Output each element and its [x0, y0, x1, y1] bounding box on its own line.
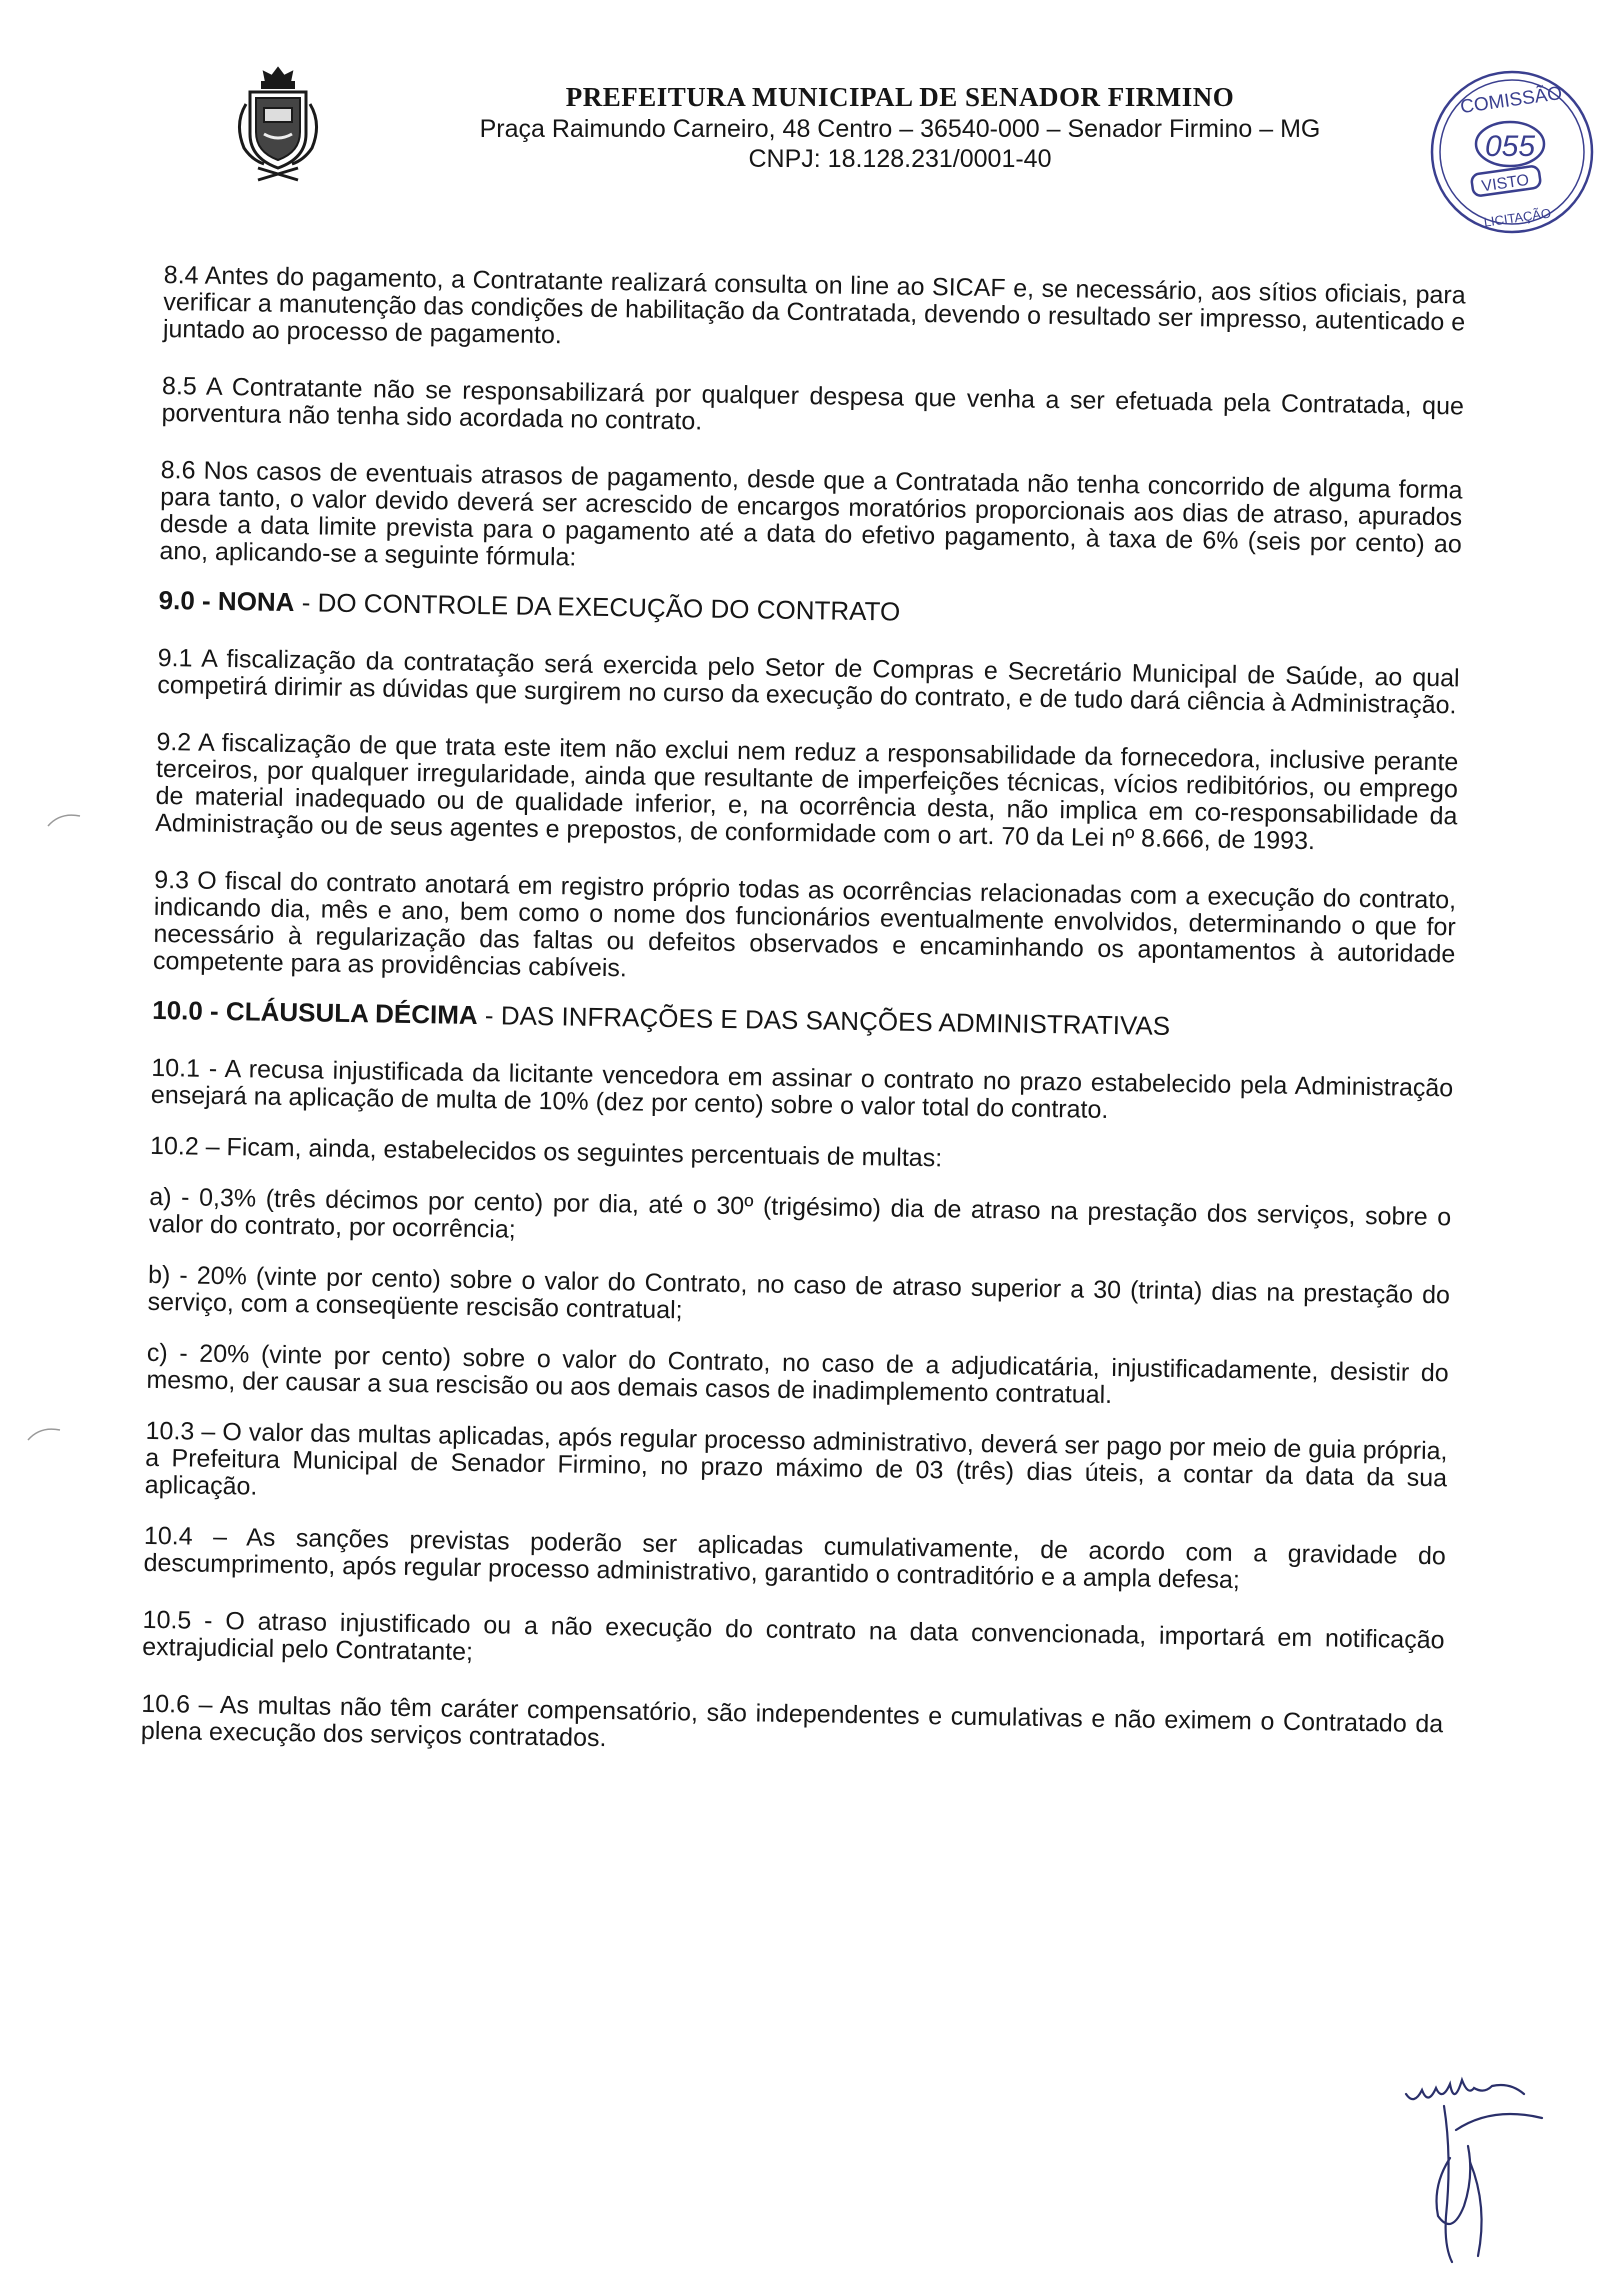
- clause-10-1: 10.1 - A recusa injustificada da licitante vencedora em assinar o contrato no prazo estabelecido pela Administração ensejará na aplicação de multa de 10% (dez por cento) sobre o valor total do contrato.: [150, 1053, 1454, 1124]
- clause-10-4: 10.4 – As sanções previstas poderão ser aplicadas cumulativamente, de acordo com a gravidade do descumprimento, após regular processo administrativo, garantido o contraditório e a ampla defesa;: [143, 1521, 1447, 1595]
- section-heading-10-number: 10.0 - CLÁUSULA DÉCIMA: [152, 994, 478, 1031]
- clause-9-2: 9.2 A fiscalização de que trata este item não exclui nem reduz a responsabilidade da fornecedora, inclusive perante terceiros, por qualquer irregularidade, ainda que resultante de imperfeições técnicas, vícios redibitórios, ou emprego de material inadequado ou de qualidade inferior, e, na ocorrência desta, não implica em co-responsabilidade da Administração ou de seus agentes e prepostos, de conformidade com o art. 70 da Lei nº 8.666, de 1993.: [154, 727, 1459, 856]
- clause-9-1: 9.1 A fiscalização da contratação será exercida pelo Setor de Compras e Secretário Municipal de Saúde, ao qual competirá dirimir as dúvidas que surgirem no curso da execução do contrato, e de tudo dará ciência à Administração.: [157, 643, 1460, 720]
- clause-10-2-b: b) - 20% (vinte por cento) sobre o valor do Contrato, no caso de atraso superior a 30 (trinta) dias na prestação do serviço, com a conseqüente rescisão contratual;: [147, 1260, 1451, 1325]
- section-heading-9-number: 9.0 - NONA: [158, 584, 295, 618]
- clause-10-2-a: a) - 0,3% (três décimos por cento) por dia, até o 30º (trigésimo) dia de atraso na prestação dos serviços, sobre o valor do contrato, por ocorrência;: [148, 1182, 1452, 1244]
- stamp-number: 055: [1484, 130, 1536, 163]
- clause-10-2: 10.2 – Ficam, ainda, estabelecidos os seguintes percentuais de multas:: [149, 1131, 943, 1173]
- clause-9-3: 9.3 O fiscal do contrato anotará em registro próprio todas as ocorrências relacionadas com a execução do contrato, indicando dia, mês e ano, bem como o nome dos funcionários eventualmente envolvidos, determinando o que for necessário à regularização das faltas ou defeitos observados e encaminhando os apontamentos à autoridade competente para as providências cabíveis.: [152, 865, 1457, 983]
- margin-mark-icon: [44, 810, 84, 830]
- letterhead-text: [400, 80, 1400, 174]
- clause-10-2-c: c) - 20% (vinte por cento) sobre o valor do Contrato, no caso de a adjudicatária, injustificadamente, desistir do mesmo, der causar a sua rescisão ou aos demais casos de inadimplemento contratual.: [146, 1338, 1449, 1410]
- section-heading-10: [152, 995, 1454, 1045]
- municipality-cnpj: CNPJ: 18.128.231/0001-40: [748, 145, 1052, 173]
- clause-8-6: 8.6 Nos casos de eventuais atrasos de pagamento, desde que a Contratada não tenha concorrido de alguma forma para tanto, o valor devido deverá ser acrescido de encargos moratórios proporcionais aos dias de atraso, apurados desde a data limite prevista para o pagamento até a data do efetivo pagamento, à taxa de 6% (seis por cento) ao ano, aplicando-se a seguinte fórmula:: [159, 455, 1463, 572]
- commission-stamp: [1418, 60, 1600, 244]
- document-body: [141, 262, 1466, 1765]
- section-heading-9-title: - DO CONTROLE DA EXECUÇÃO DO CONTRATO: [294, 587, 901, 627]
- clause-10-5: 10.5 - O atraso injustificado ou a não execução do contrato na data convencionada, importará em notificação extrajudicial pelo Contratante;: [142, 1605, 1445, 1667]
- stamp-bottom-text: LICITAÇÃO: [1482, 205, 1552, 230]
- handwritten-signature: [1392, 2066, 1582, 2266]
- section-heading-9: [158, 585, 1460, 635]
- stamp-middle-text: VISTO: [1480, 171, 1531, 196]
- clause-10-6: 10.6 – As multas não têm caráter compensatório, são independentes e cumulativas e não eximem o Contratado da plena execução dos serviços contratados.: [140, 1689, 1444, 1753]
- clause-10-3: 10.3 – O valor das multas aplicadas, após regular processo administrativo, deverá ser pago por meio de guia própria, a Prefeitura Municipal de Senador Firmino, no prazo máximo de 03 (três) dias úteis, a contar da data da sua aplicação.: [144, 1416, 1448, 1501]
- stamp-top-text: COMISSÃO: [1459, 83, 1564, 119]
- letterhead: [0, 0, 1600, 230]
- margin-mark-icon: [24, 1424, 64, 1444]
- municipality-address: Praça Raimundo Carneiro, 48 Centro – 36540-000 – Senador Firmino – MG: [479, 115, 1321, 143]
- municipality-title: PREFEITURA MUNICIPAL DE SENADOR FIRMINO: [565, 82, 1235, 112]
- section-heading-10-title: - DAS INFRAÇÕES E DAS SANÇÕES ADMINISTRATIVAS: [477, 1000, 1171, 1041]
- clause-8-4: 8.4 Antes do pagamento, a Contratante realizará consulta on line ao SICAF e, se necessário, aos sítios oficiais, para verificar a manutenção das condições de habilitação da Contratada, devendo o resultado ser impresso, autenticado e juntado ao processo de pagamento.: [162, 261, 1466, 350]
- municipal-coat-of-arms-icon: [228, 64, 328, 184]
- clause-8-5: 8.5 A Contratante não se responsabilizará por qualquer despesa que venha a ser efetuada pela Contratada, que porventura não tenha sido acordada no contrato.: [161, 371, 1465, 436]
